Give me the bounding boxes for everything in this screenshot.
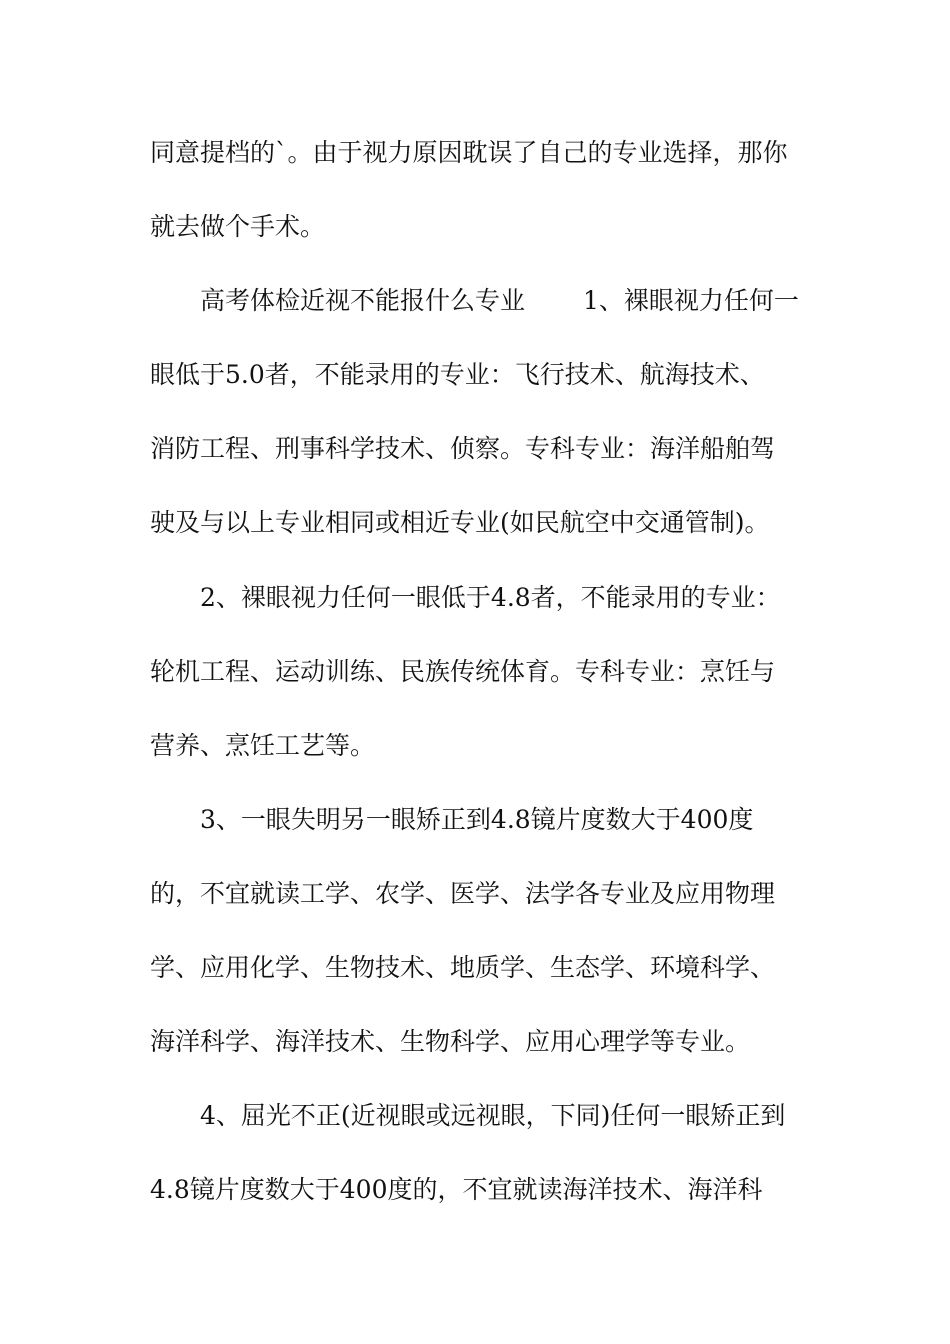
text-line-1: 同意提档的`。由于视力原因耽误了自己的专业选择，那你	[150, 138, 788, 167]
text-line-13: 海洋科学、海洋技术、生物科学、应用心理学等专业。	[150, 1027, 751, 1057]
text-line-9: 营养、烹饪工艺等。	[150, 730, 376, 760]
text-line-5: 消防工程、刑事科学技术、侦察。专科专业：海洋船舶驾	[150, 434, 776, 464]
text-line-8: 轮机工程、运动训练、民族传统体育。专科专业：烹饪与	[150, 656, 776, 686]
text-line-7: 2、裸眼视力任何一眼低于4.8者，不能录用的专业：	[200, 582, 781, 612]
text-line-2: 就去做个手术。	[150, 212, 326, 242]
text-line-15: 4.8镜片度数大于400度的，不宜就读海洋技术、海洋科	[150, 1175, 763, 1205]
text-line-14: 4、屈光不正(近视眼或远视眼，下同)任何一眼矫正到	[200, 1101, 786, 1131]
text-line-6: 驶及与以上专业相同或相近专业(如民航空中交通管制)。	[150, 508, 770, 538]
text-line-12: 学、应用化学、生物技术、地质学、生态学、环境科学、	[150, 953, 776, 983]
text-line-3: 高考体检近视不能报什么专业 1、裸眼视力任何一	[200, 286, 799, 316]
text-line-11: 的，不宜就读工学、农学、医学、法学各专业及应用物理	[150, 878, 776, 908]
text-line-10: 3、一眼失明另一眼矫正到4.8镜片度数大于400度	[200, 804, 754, 834]
document-body	[150, 116, 802, 1227]
text-line-4: 眼低于5.0者，不能录用的专业：飞行技术、航海技术、	[150, 360, 765, 390]
